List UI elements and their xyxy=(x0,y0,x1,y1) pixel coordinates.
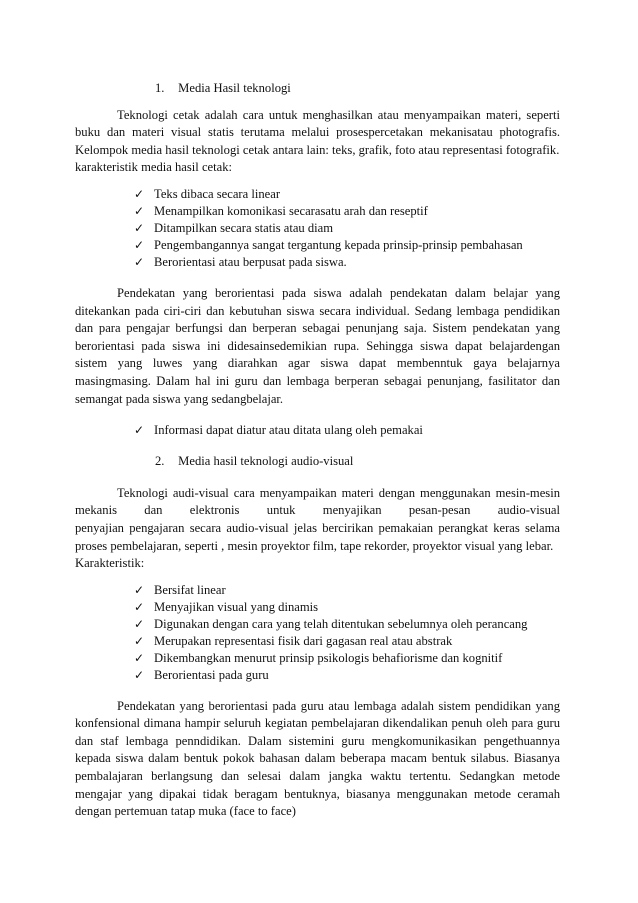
checkmark-icon: ✓ xyxy=(134,186,145,201)
checkmark-icon: ✓ xyxy=(134,582,145,597)
section-2-intro xyxy=(75,485,560,555)
intro-line-1: Teknologi audi-visual cara menyampaikan materi dengan menggunakan mesin-mesin xyxy=(117,485,560,500)
checkmark-icon: ✓ xyxy=(134,203,145,218)
section-1-paragraph: Pendekatan yang berorientasi pada siswa adalah pendekatan dalam belajar yang ditekankan pada ciri-ciri dan kebutuhan siswa secara individual. Sedang lembaga pendidikan dan para pengajar berfungsi dan berperan sebagai penunjang saja. Sistem pendekatan yang berorientasi pada siswa ini didesainsedemikian rupa. Sehingga siswa dapat belajardengan sistem yang luwes yang diarahkan agar siswa dapat membenntuk gaya belajarnya masingmasing. Dalam hal ini guru dan lembaga berperan sebagai penunjang, fasilitator dan semangat pada siswa yang sedangbelajar. xyxy=(75,285,560,406)
list-item: ✓ Berorientasi atau berpusat pada siswa. xyxy=(134,254,347,269)
list-item: ✓ Dikembangkan menurut prinsip psikologis behafiorisme dan kognitif xyxy=(134,650,503,665)
checkmark-icon: ✓ xyxy=(134,633,145,648)
list-item: ✓ Ditampilkan secara statis atau diam xyxy=(134,220,334,235)
section-1-heading xyxy=(75,80,560,98)
section-2-number: 2. xyxy=(155,454,165,469)
list-item: ✓ Menampilkan komonikasi secarasatu arah dan reseptif xyxy=(134,203,428,218)
checkmark-icon: ✓ xyxy=(134,616,145,631)
section-1-intro: Teknologi cetak adalah cara untuk menghasilkan atau menyampaikan materi, seperti buku dan materi visual statis terutama melalui prosespercetakan mekanisatau photografis. Kelompok media hasil teknologi cetak antara lain: teks, grafik, foto atau representasi fotografik. xyxy=(75,107,560,157)
section-1-number: 1. xyxy=(155,81,165,95)
intro-rest: penyajian pengajaran secara audio-visual jelas bercirikan pemakaian perangkat keras selama proses pembelajaran, seperti , mesin proyektor film, tape rekorder, proyektor visual yang lebar. xyxy=(75,520,560,553)
section-2-characteristics-label: Karakteristik: xyxy=(75,556,145,571)
section-2-heading xyxy=(75,453,560,471)
checkmark-icon: ✓ xyxy=(134,599,145,614)
list-item: ✓ Merupakan representasi fisik dari gagasan real atau abstrak xyxy=(134,633,453,648)
intro-line-2: mekanis dan elektronis untuk menyajikan pesan-pesan audio-visual xyxy=(75,503,560,518)
list-item: ✓ Informasi dapat diatur atau ditata ulang oleh pemakai xyxy=(134,423,423,438)
section-1-extra-checklist xyxy=(75,422,560,439)
section-1-title: Media Hasil teknologi xyxy=(178,81,291,95)
checkmark-icon: ✓ xyxy=(134,254,145,269)
checkmark-icon: ✓ xyxy=(134,220,145,235)
section-2-paragraph: Pendekatan yang berorientasi pada guru atau lembaga adalah sistem pendidikan yang konfensional dimana hampir seluruh kegiatan pembelajaran dikendalikan penuh oleh para guru dan staf lembaga penndidikan. Dalam sistemini guru mengkomunikasikan pengethuannya kepada siswa dalam bentuk pokok bahasan dalam beberapa macam bentuk silabus. Biasanya pembalajaran berlangsung dan selesai dalam jangka waktu tertentu. Sedangkan metode mengajar yang dipakai tidak beragam bentuknya, biasanya menggunakan metode ceramah dengan pertemuan tatap muka (face to face) xyxy=(75,698,560,819)
document-body xyxy=(75,80,560,821)
section-1-characteristics-label: karakteristik media hasil cetak: xyxy=(75,160,233,175)
list-item: ✓ Digunakan dengan cara yang telah ditentukan sebelumnya oleh perancang xyxy=(134,616,528,631)
section-1-checklist xyxy=(75,186,560,271)
section-2-checklist xyxy=(75,582,560,684)
list-item: ✓ Menyajikan visual yang dinamis xyxy=(134,599,319,614)
list-item: ✓ Berorientasi pada guru xyxy=(134,667,269,682)
section-2-title: Media hasil teknologi audio-visual xyxy=(178,454,354,469)
checkmark-icon: ✓ xyxy=(134,237,145,252)
checkmark-icon: ✓ xyxy=(134,650,145,665)
checkmark-icon: ✓ xyxy=(134,423,145,438)
list-item: ✓ Bersifat linear xyxy=(134,582,226,597)
list-item: ✓ Pengembangannya sangat tergantung kepada prinsip-prinsip pembahasan xyxy=(134,237,523,252)
checkmark-icon: ✓ xyxy=(134,667,145,682)
list-item: ✓ Teks dibaca secara linear xyxy=(134,186,281,201)
